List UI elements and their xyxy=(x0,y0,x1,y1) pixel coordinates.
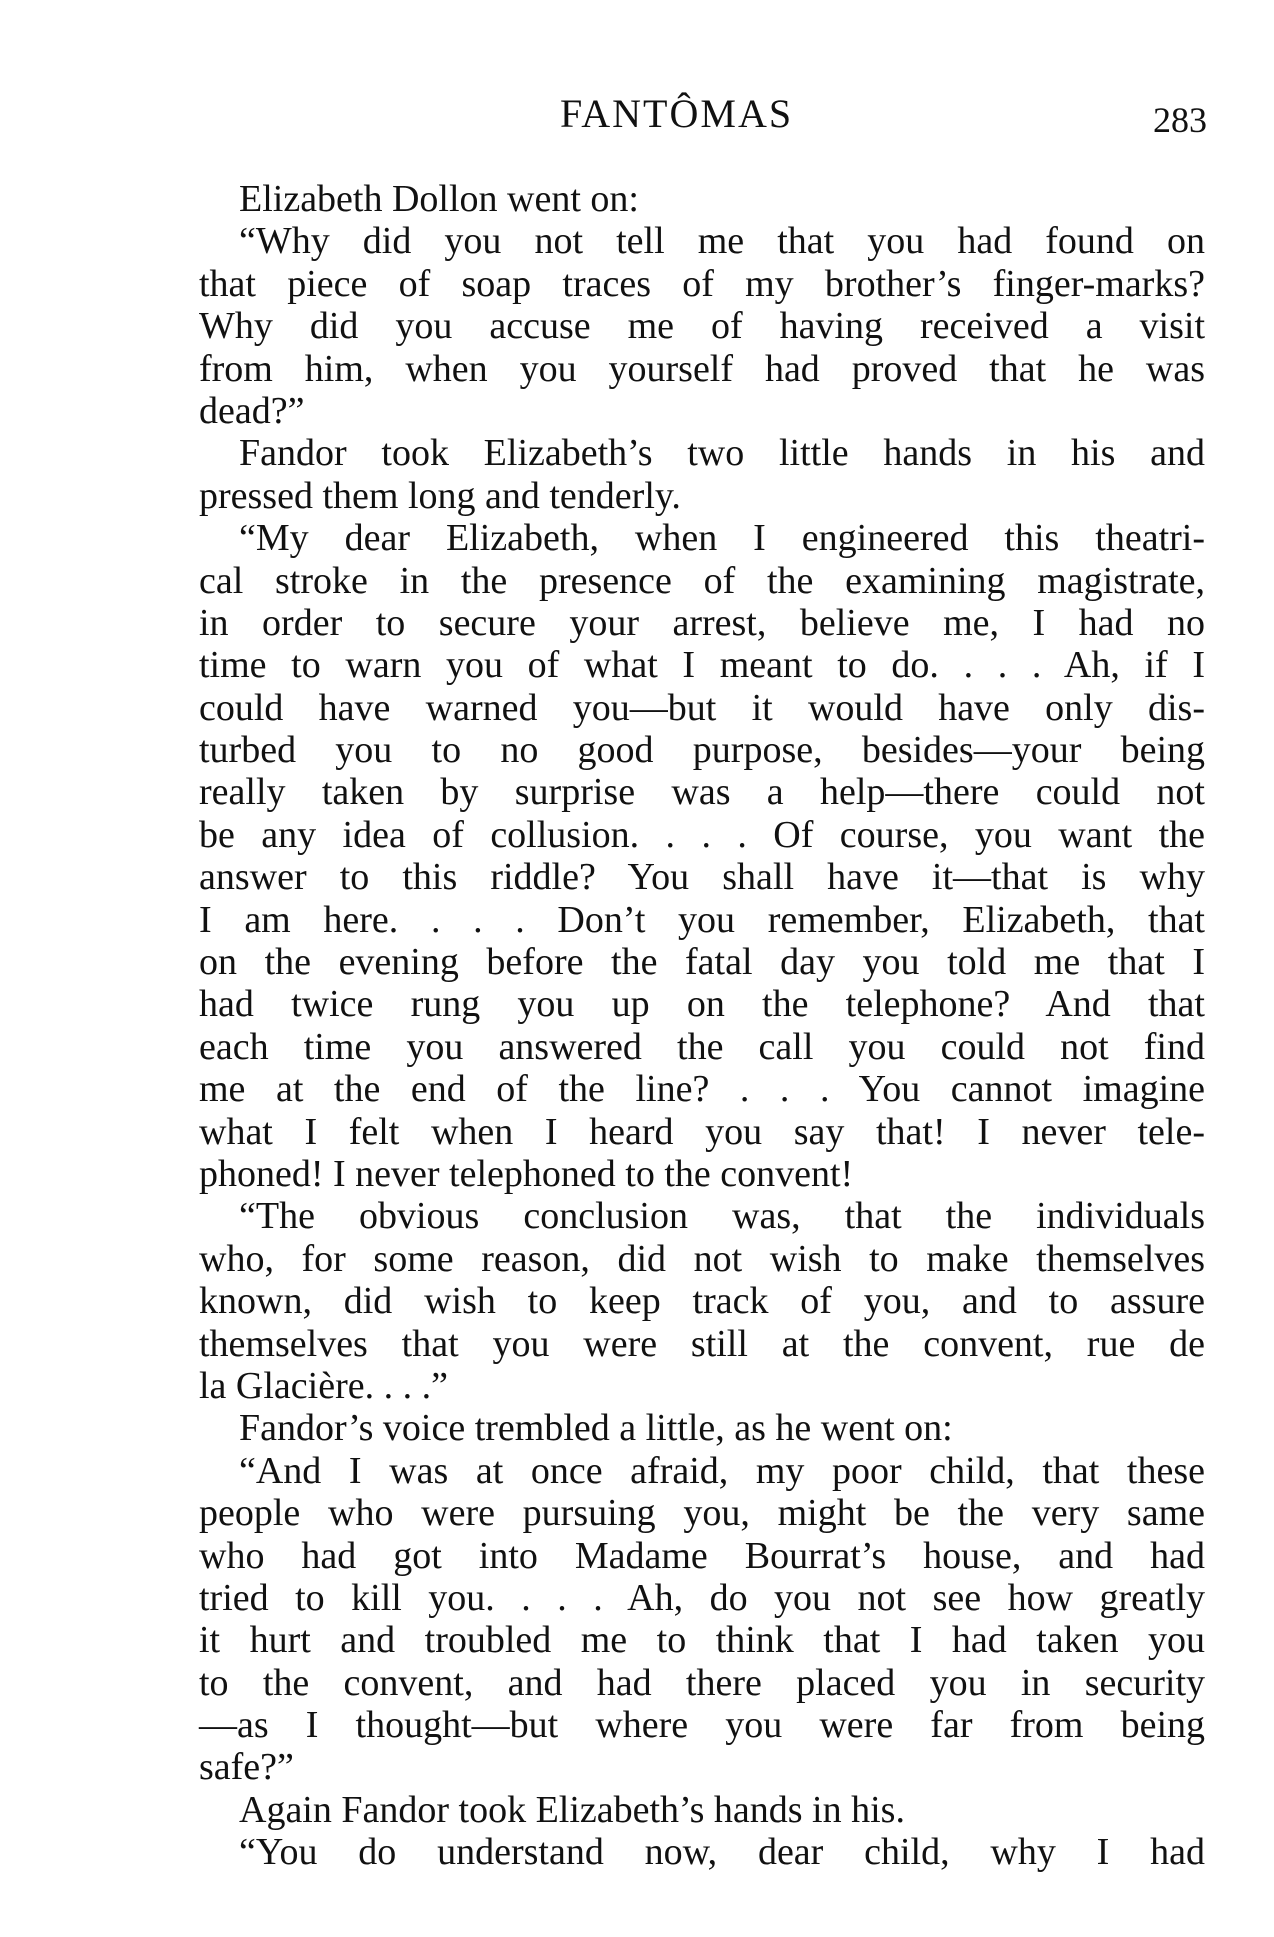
text-line: tried to kill you. . . . Ah, do you not see how greatly xyxy=(199,1576,1205,1619)
text-line: “You do understand now, dear child, why I had xyxy=(239,1831,1205,1874)
text-line: “My dear Elizabeth, when I engineered this theatri- xyxy=(239,517,1205,560)
text-line: people who were pursuing you, might be the very same xyxy=(199,1492,1205,1535)
text-line: turbed you to no good purpose, besides—your being xyxy=(199,729,1205,772)
text-line: cal stroke in the presence of the examining magistrate, xyxy=(199,559,1205,602)
text-line: had twice rung you up on the telephone? And that xyxy=(199,983,1205,1026)
text-line: dead?” xyxy=(199,389,305,432)
text-line: me at the end of the line? . . . You cannot imagine xyxy=(199,1068,1205,1111)
text-line: to the convent, and had there placed you in security xyxy=(199,1661,1205,1704)
text-line: who, for some reason, did not wish to make themselves xyxy=(199,1237,1205,1280)
text-line: that piece of soap traces of my brother’s finger-marks? xyxy=(199,262,1205,305)
text-line: themselves that you were still at the convent, rue de xyxy=(199,1322,1205,1365)
text-line: “The obvious conclusion was, that the individuals xyxy=(239,1195,1205,1238)
text-line: what I felt when I heard you say that! I never tele- xyxy=(199,1110,1205,1153)
text-line: known, did wish to keep track of you, and to assure xyxy=(199,1280,1205,1323)
text-line: on the evening before the fatal day you told me that I xyxy=(199,941,1205,984)
text-line: could have warned you—but it would have only dis- xyxy=(199,686,1205,729)
text-line: it hurt and troubled me to think that I had taken you xyxy=(199,1619,1205,1662)
text-line: really taken by surprise was a help—there could not xyxy=(199,771,1205,814)
text-line: Why did you accuse me of having received a visit xyxy=(199,305,1205,348)
text-line: safe?” xyxy=(199,1746,294,1789)
text-line: “Why did you not tell me that you had found on xyxy=(239,220,1205,263)
text-line: answer to this riddle? You shall have it—that is why xyxy=(199,856,1205,899)
text-line: time to warn you of what I meant to do. . . . Ah, if I xyxy=(199,644,1205,687)
text-line: be any idea of collusion. . . . Of course, you want the xyxy=(199,813,1205,856)
text-line: each time you answered the call you could not find xyxy=(199,1025,1205,1068)
body-text xyxy=(199,178,1205,1874)
text-line: phoned! I never telephoned to the convent! xyxy=(199,1152,854,1195)
text-line: pressed them long and tenderly. xyxy=(199,474,681,517)
text-line: Fandor took Elizabeth’s two little hands in his and xyxy=(239,432,1205,475)
page-number: 283 xyxy=(1153,100,1207,140)
text-line: from him, when you yourself had proved that he was xyxy=(199,347,1205,390)
text-line: in order to secure your arrest, believe me, I had no xyxy=(199,601,1205,644)
text-line: —as I thought—but where you were far from being xyxy=(199,1704,1205,1747)
text-line: I am here. . . . Don’t you remember, Elizabeth, that xyxy=(199,898,1205,941)
running-title: FANTÔMAS xyxy=(560,91,794,136)
text-line: la Glacière. . . .” xyxy=(199,1364,448,1407)
text-line: Again Fandor took Elizabeth’s hands in his. xyxy=(239,1788,905,1831)
text-line: Fandor’s voice trembled a little, as he went on: xyxy=(239,1407,953,1450)
text-line: Elizabeth Dollon went on: xyxy=(239,178,639,220)
text-line: “And I was at once afraid, my poor child, that these xyxy=(239,1449,1205,1492)
text-line: who had got into Madame Bourrat’s house, and had xyxy=(199,1534,1205,1577)
